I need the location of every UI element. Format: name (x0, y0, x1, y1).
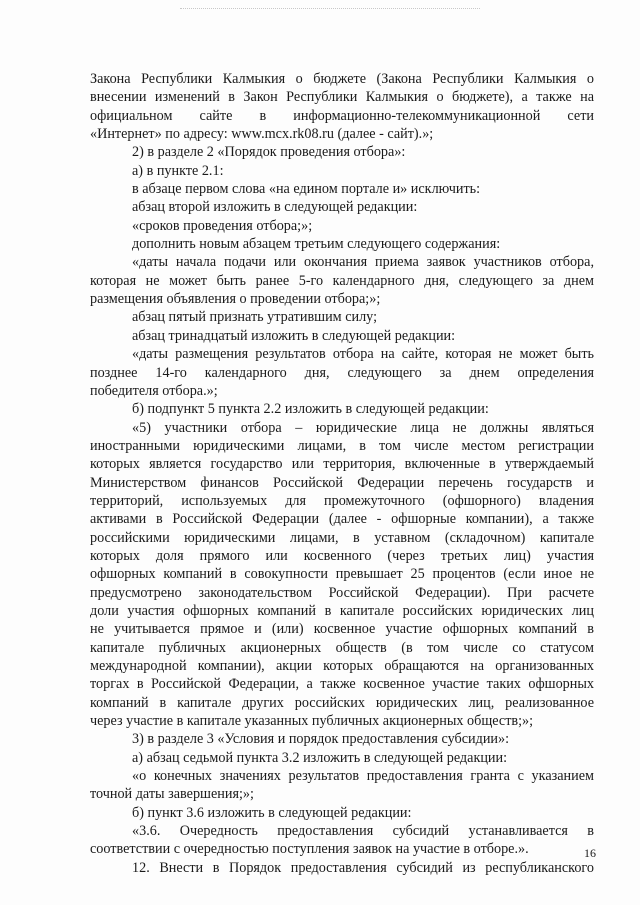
document-body (90, 70, 594, 877)
text-line: активами в Российской Федерации (далее - офшорные компании), а также (90, 511, 594, 528)
text-line: в абзаце первом слова «на едином портале и» исключить: (132, 181, 481, 198)
page-number: 16 (584, 846, 596, 860)
text-line: а) абзац седьмой пункта 3.2 изложить в следующей редакции: (132, 749, 508, 766)
scan-artifact (180, 8, 480, 13)
text-line: торгах в Российской Федерации, а также косвенное участие таких офшорных (90, 676, 594, 693)
text-line: территорий, используемых для промежуточного (офшорного) владения (90, 492, 594, 509)
text-line: позднее 14-го календарного дня, следующего за днем определения (90, 364, 594, 381)
text-line: 3) в разделе 3 «Условия и порядок предоставления субсидии»: (132, 731, 510, 748)
text-line: «5) участники отбора – юридические лица не должны являться (132, 419, 594, 436)
text-line: «сроков проведения отбора;»; (132, 217, 313, 234)
text-line: компаний в капитале других российских юридических лиц, реализованное (90, 694, 594, 711)
text-line: точной даты завершения;»; (90, 786, 254, 803)
text-line: российскими юридическими лицами, в уставном (складочном) капитале (90, 529, 594, 546)
text-line: абзац пятый признать утратившим силу; (132, 309, 378, 326)
text-line: 2) в разделе 2 «Порядок проведения отбора»: (132, 144, 406, 161)
text-line: которая не может быть ранее 5-го календарного дня, следующего за днем (90, 272, 594, 289)
text-line: «даты размещения результатов отбора на сайте, которая не может быть (132, 346, 594, 363)
text-line: б) пункт 3.6 изложить в следующей редакции: (132, 804, 412, 821)
text-line: официальном сайте в информационно-телекоммуникационной сети (90, 107, 594, 124)
text-line: «о конечных значениях результатов предоставления гранта с указанием (132, 768, 594, 785)
text-line: 12. Внести в Порядок предоставления субсидий из республиканского (132, 859, 594, 876)
text-line: международной компании), акции которых обращаются на организованных (90, 658, 594, 674)
text-line: капитале публичных акционерных обществ (в том числе со статусом (90, 639, 594, 656)
text-line: которых доля прямого или косвенного (через третьих лиц) участия (90, 547, 594, 564)
text-line: иностранными юридическими лицами, в том числе местом регистрации (90, 437, 594, 454)
text-line: дополнить новым абзацем третьим следующего содержания: (132, 236, 501, 253)
text-line: внесении изменений в Закон Республики Калмыкия о бюджете), а также на (90, 89, 594, 106)
text-line: Министерством финансов Российской Федерации перечень государств и (90, 474, 594, 491)
text-line: не учитывается прямое и (или) косвенное участие офшорных компаний в (90, 621, 594, 638)
text-line: доли участия офшорных компаний в капитале российских юридических лиц (90, 602, 594, 619)
text-line: «3.6. Очередность предоставления субсидий устанавливается в (132, 823, 594, 840)
text-line: соответствии с очередностью поступления заявок на участие в отборе.». (90, 841, 529, 858)
text-line: б) подпункт 5 пункта 2.2 изложить в следующей редакции: (132, 401, 489, 418)
text-line: абзац тринадцатый изложить в следующей редакции: (132, 327, 456, 344)
text-line: «Интернет» по адресу: www.mcx.rk08.ru (далее - сайт).»; (90, 126, 434, 143)
text-line: «даты начала подачи или окончания приема заявок участников отбора, (132, 254, 594, 271)
text-line: которых является государство или территория, включенные в утверждаемый (90, 456, 594, 473)
text-line: а) в пункте 2.1: (132, 162, 224, 179)
text-line: размещения объявления о проведении отбора;»; (90, 291, 381, 308)
text-line: предусмотрено законодательством Российской Федерации). При расчете (90, 584, 594, 601)
text-line: через участие в капитале указанных публичных акционерных обществ;»; (90, 713, 534, 730)
text-line: абзац второй изложить в следующей редакции: (132, 199, 418, 216)
text-line: победителя отбора.»; (90, 382, 218, 399)
text-line: офшорных компаний в совокупности превышает 25 процентов (если иное не (90, 566, 594, 583)
text-line: Закона Республики Калмыкия о бюджете (Закона Республики Калмыкия о (90, 71, 594, 87)
